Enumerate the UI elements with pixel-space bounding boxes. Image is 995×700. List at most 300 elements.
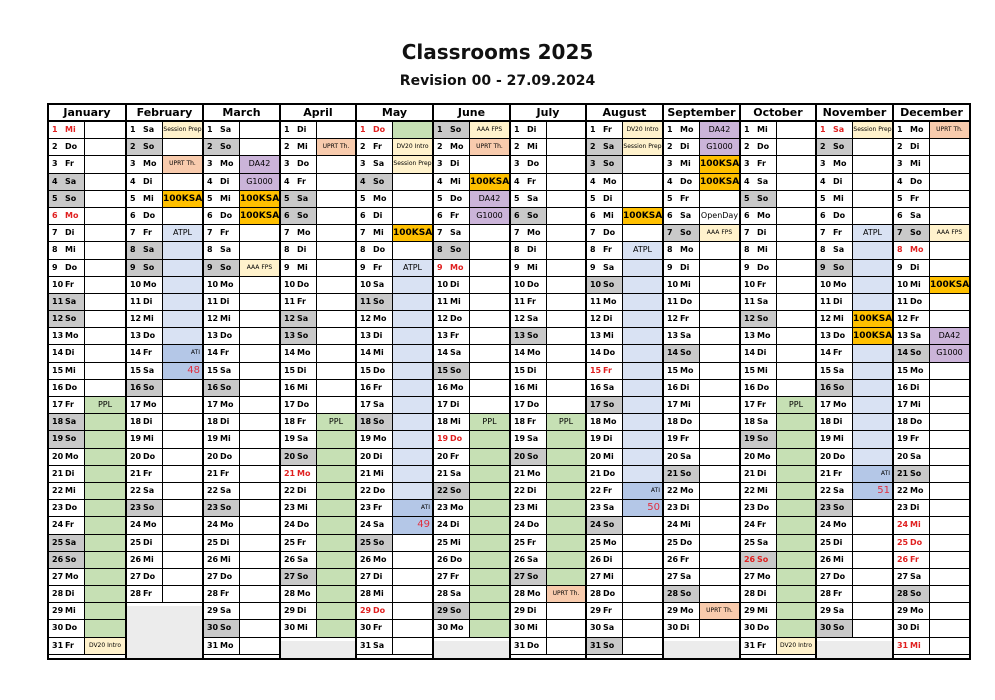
day-row[interactable] [894,483,969,500]
day-row[interactable] [587,500,662,517]
day-row[interactable] [817,277,892,294]
day-row[interactable] [511,535,585,552]
event-cell[interactable] [700,260,739,276]
day-row[interactable] [741,345,815,362]
day-row[interactable] [357,620,432,637]
day-row[interactable] [127,208,202,225]
event-cell[interactable] [470,242,509,258]
day-row[interactable] [587,638,662,655]
day-row[interactable] [434,345,509,362]
event-cell[interactable]: 100KSA [853,311,892,327]
day-row[interactable] [281,311,355,328]
day-row[interactable] [817,535,892,552]
event-cell[interactable] [85,174,125,190]
event-cell[interactable]: ATI [853,466,892,482]
event-cell[interactable] [547,535,585,551]
day-row[interactable] [741,277,815,294]
event-cell[interactable] [547,260,585,276]
day-row[interactable] [894,586,969,603]
day-row[interactable] [281,208,355,225]
day-row[interactable] [894,517,969,534]
event-cell[interactable] [240,620,279,636]
event-cell[interactable]: PPL [777,397,815,413]
day-row[interactable] [817,363,892,380]
day-row[interactable] [664,500,739,517]
event-cell[interactable] [85,363,125,379]
event-cell[interactable] [853,380,892,396]
event-cell[interactable]: Session Prep [853,122,892,138]
day-row[interactable] [281,586,355,603]
day-row[interactable] [127,311,202,328]
event-cell[interactable] [470,345,509,361]
event-cell[interactable] [777,311,815,327]
event-cell[interactable]: DA42 [470,191,509,207]
day-row[interactable] [664,345,739,362]
event-cell[interactable] [777,500,815,516]
day-row[interactable] [204,208,279,225]
day-row[interactable] [204,139,279,156]
day-row[interactable] [817,174,892,191]
event-cell[interactable] [85,414,125,430]
day-row[interactable] [281,535,355,552]
day-row[interactable] [741,191,815,208]
day-row[interactable] [434,294,509,311]
day-row[interactable] [357,242,432,259]
event-cell[interactable] [777,380,815,396]
day-row[interactable] [434,242,509,259]
day-row[interactable] [894,449,969,466]
event-cell[interactable] [777,517,815,533]
day-row[interactable] [894,345,969,362]
event-cell[interactable] [85,620,125,636]
day-row[interactable] [894,122,969,139]
event-cell[interactable] [700,294,739,310]
day-row[interactable] [511,569,585,586]
event-cell[interactable] [393,638,432,654]
event-cell[interactable]: 49 [393,517,432,533]
day-row[interactable] [204,156,279,173]
day-row[interactable] [127,242,202,259]
day-row[interactable] [357,586,432,603]
event-cell[interactable]: AAA FPS [470,122,509,138]
day-row[interactable] [894,397,969,414]
day-row[interactable] [127,569,202,586]
event-cell[interactable] [853,277,892,293]
event-cell[interactable] [930,260,969,276]
day-row[interactable] [587,242,662,259]
event-cell[interactable] [470,449,509,465]
day-row[interactable] [894,174,969,191]
event-cell[interactable] [470,586,509,602]
event-cell[interactable] [85,139,125,155]
event-cell[interactable] [777,363,815,379]
event-cell[interactable] [85,242,125,258]
day-row[interactable] [357,500,432,517]
event-cell[interactable] [163,174,202,190]
day-row[interactable] [587,414,662,431]
event-cell[interactable] [163,500,202,516]
event-cell[interactable] [853,535,892,551]
day-row[interactable] [587,483,662,500]
day-row[interactable] [741,208,815,225]
day-row[interactable] [204,328,279,345]
event-cell[interactable] [547,483,585,499]
event-cell[interactable] [547,552,585,568]
event-cell[interactable] [240,638,279,654]
event-cell[interactable] [85,225,125,241]
day-row[interactable] [127,139,202,156]
day-row[interactable] [587,397,662,414]
day-row[interactable] [49,156,125,173]
day-row[interactable] [204,311,279,328]
day-row[interactable] [587,517,662,534]
event-cell[interactable] [700,242,739,258]
day-row[interactable] [434,311,509,328]
event-cell[interactable]: 100KSA [700,174,739,190]
event-cell[interactable] [470,500,509,516]
event-cell[interactable] [547,294,585,310]
event-cell[interactable] [777,449,815,465]
event-cell[interactable] [317,552,355,568]
event-cell[interactable] [700,620,739,636]
day-row[interactable] [204,174,279,191]
day-row[interactable] [204,122,279,139]
event-cell[interactable] [853,586,892,602]
day-row[interactable] [664,431,739,448]
day-row[interactable] [587,363,662,380]
event-cell[interactable] [317,156,355,172]
day-row[interactable] [49,328,125,345]
day-row[interactable] [741,328,815,345]
day-row[interactable] [587,156,662,173]
day-row[interactable] [127,397,202,414]
day-row[interactable] [357,277,432,294]
day-row[interactable] [281,191,355,208]
event-cell[interactable] [700,380,739,396]
event-cell[interactable] [777,208,815,224]
event-cell[interactable] [317,260,355,276]
event-cell[interactable]: UPRT Th. [930,122,969,138]
event-cell[interactable] [163,414,202,430]
event-cell[interactable] [317,483,355,499]
event-cell[interactable]: 100KSA [853,328,892,344]
day-row[interactable] [281,569,355,586]
event-cell[interactable]: 100KSA [393,225,432,241]
day-row[interactable] [49,277,125,294]
day-row[interactable] [741,156,815,173]
event-cell[interactable] [317,620,355,636]
event-cell[interactable] [623,380,662,396]
day-row[interactable] [587,328,662,345]
event-cell[interactable]: Session Prep [393,156,432,172]
event-cell[interactable] [853,156,892,172]
event-cell[interactable] [853,603,892,619]
day-row[interactable] [741,414,815,431]
day-row[interactable] [741,638,815,655]
day-row[interactable] [434,483,509,500]
day-row[interactable] [817,380,892,397]
day-row[interactable] [664,586,739,603]
event-cell[interactable] [317,277,355,293]
day-row[interactable] [741,552,815,569]
event-cell[interactable]: DA42 [700,122,739,138]
event-cell[interactable] [777,277,815,293]
day-row[interactable] [204,225,279,242]
event-cell[interactable] [393,620,432,636]
day-row[interactable] [281,139,355,156]
day-row[interactable] [434,466,509,483]
event-cell[interactable] [85,345,125,361]
event-cell[interactable]: ATI [623,483,662,499]
day-row[interactable] [357,431,432,448]
event-cell[interactable]: G1000 [700,139,739,155]
event-cell[interactable]: 100KSA [930,277,969,293]
event-cell[interactable] [700,552,739,568]
day-row[interactable] [357,535,432,552]
day-row[interactable] [434,156,509,173]
event-cell[interactable]: UPRT Th. [317,139,355,155]
day-row[interactable] [511,603,585,620]
day-row[interactable] [204,414,279,431]
event-cell[interactable] [85,191,125,207]
event-cell[interactable] [393,466,432,482]
event-cell[interactable] [547,569,585,585]
day-row[interactable] [587,174,662,191]
day-row[interactable] [127,414,202,431]
day-row[interactable] [434,586,509,603]
event-cell[interactable] [317,208,355,224]
event-cell[interactable]: PPL [470,414,509,430]
event-cell[interactable] [393,311,432,327]
day-row[interactable] [357,466,432,483]
day-row[interactable] [127,552,202,569]
event-cell[interactable]: ATI [163,345,202,361]
day-row[interactable] [357,156,432,173]
day-row[interactable] [741,139,815,156]
day-row[interactable] [894,552,969,569]
day-row[interactable] [357,260,432,277]
day-row[interactable] [817,414,892,431]
event-cell[interactable] [240,294,279,310]
day-row[interactable] [511,294,585,311]
day-row[interactable] [281,517,355,534]
event-cell[interactable] [317,311,355,327]
event-cell[interactable] [623,311,662,327]
event-cell[interactable] [853,552,892,568]
event-cell[interactable] [393,363,432,379]
day-row[interactable] [817,449,892,466]
day-row[interactable] [587,431,662,448]
day-row[interactable] [357,603,432,620]
event-cell[interactable] [777,466,815,482]
event-cell[interactable] [163,277,202,293]
day-row[interactable] [741,586,815,603]
event-cell[interactable] [240,483,279,499]
day-row[interactable] [817,466,892,483]
day-row[interactable] [664,620,739,637]
day-row[interactable] [817,225,892,242]
event-cell[interactable] [470,363,509,379]
event-cell[interactable] [623,191,662,207]
event-cell[interactable] [777,431,815,447]
day-row[interactable] [741,294,815,311]
event-cell[interactable] [930,242,969,258]
day-row[interactable] [511,552,585,569]
event-cell[interactable] [163,328,202,344]
day-row[interactable] [664,569,739,586]
day-row[interactable] [281,225,355,242]
day-row[interactable] [49,225,125,242]
event-cell[interactable] [930,569,969,585]
day-row[interactable] [127,466,202,483]
event-cell[interactable] [317,242,355,258]
day-row[interactable] [894,225,969,242]
event-cell[interactable] [85,277,125,293]
event-cell[interactable] [317,500,355,516]
day-row[interactable] [49,431,125,448]
day-row[interactable] [204,535,279,552]
event-cell[interactable] [85,311,125,327]
event-cell[interactable] [240,328,279,344]
event-cell[interactable] [853,431,892,447]
day-row[interactable] [127,277,202,294]
day-row[interactable] [511,242,585,259]
day-row[interactable] [49,638,125,655]
event-cell[interactable]: DV20 Intro [623,122,662,138]
day-row[interactable] [511,174,585,191]
event-cell[interactable] [547,363,585,379]
event-cell[interactable] [470,397,509,413]
day-row[interactable] [204,603,279,620]
day-row[interactable] [894,328,969,345]
day-row[interactable] [511,638,585,655]
day-row[interactable] [204,552,279,569]
event-cell[interactable] [317,569,355,585]
event-cell[interactable] [317,363,355,379]
event-cell[interactable] [547,225,585,241]
day-row[interactable] [49,363,125,380]
day-row[interactable] [434,552,509,569]
event-cell[interactable] [547,345,585,361]
event-cell[interactable] [393,603,432,619]
day-row[interactable] [587,311,662,328]
event-cell[interactable] [240,500,279,516]
day-row[interactable] [357,449,432,466]
event-cell[interactable] [163,483,202,499]
day-row[interactable] [204,260,279,277]
day-row[interactable] [204,397,279,414]
day-row[interactable] [817,569,892,586]
event-cell[interactable] [163,431,202,447]
event-cell[interactable] [317,466,355,482]
day-row[interactable] [49,139,125,156]
day-row[interactable] [281,620,355,637]
day-row[interactable] [511,345,585,362]
event-cell[interactable] [240,449,279,465]
event-cell[interactable] [700,311,739,327]
event-cell[interactable] [163,397,202,413]
event-cell[interactable] [470,535,509,551]
event-cell[interactable] [930,191,969,207]
event-cell[interactable] [85,535,125,551]
event-cell[interactable] [470,225,509,241]
event-cell[interactable] [700,191,739,207]
event-cell[interactable] [930,535,969,551]
day-row[interactable] [281,277,355,294]
day-row[interactable] [49,208,125,225]
event-cell[interactable] [623,156,662,172]
event-cell[interactable] [393,174,432,190]
event-cell[interactable] [470,380,509,396]
day-row[interactable] [281,483,355,500]
event-cell[interactable] [547,174,585,190]
event-cell[interactable] [163,294,202,310]
event-cell[interactable] [85,586,125,602]
event-cell[interactable] [317,380,355,396]
event-cell[interactable] [240,414,279,430]
event-cell[interactable] [547,156,585,172]
event-cell[interactable] [853,500,892,516]
day-row[interactable] [741,122,815,139]
event-cell[interactable] [393,208,432,224]
event-cell[interactable] [393,345,432,361]
day-row[interactable] [894,260,969,277]
day-row[interactable] [664,139,739,156]
day-row[interactable] [204,586,279,603]
day-row[interactable] [281,449,355,466]
day-row[interactable] [587,191,662,208]
event-cell[interactable] [930,397,969,413]
day-row[interactable] [434,191,509,208]
event-cell[interactable]: ATI [393,500,432,516]
event-cell[interactable]: AAA FPS [240,260,279,276]
day-row[interactable] [894,535,969,552]
event-cell[interactable]: DA42 [240,156,279,172]
event-cell[interactable] [623,569,662,585]
day-row[interactable] [204,500,279,517]
day-row[interactable] [894,363,969,380]
day-row[interactable] [511,225,585,242]
day-row[interactable] [587,603,662,620]
day-row[interactable] [281,242,355,259]
day-row[interactable] [587,122,662,139]
event-cell[interactable]: DV20 Intro [85,638,125,654]
event-cell[interactable]: 48 [163,363,202,379]
day-row[interactable] [817,328,892,345]
day-row[interactable] [49,449,125,466]
event-cell[interactable] [547,638,585,654]
event-cell[interactable] [547,277,585,293]
day-row[interactable] [664,294,739,311]
day-row[interactable] [357,517,432,534]
event-cell[interactable] [240,380,279,396]
day-row[interactable] [817,311,892,328]
day-row[interactable] [894,620,969,637]
event-cell[interactable] [623,294,662,310]
event-cell[interactable]: AAA FPS [700,225,739,241]
event-cell[interactable] [623,328,662,344]
event-cell[interactable] [623,397,662,413]
day-row[interactable] [817,191,892,208]
event-cell[interactable] [930,603,969,619]
event-cell[interactable] [777,586,815,602]
day-row[interactable] [434,380,509,397]
event-cell[interactable] [163,552,202,568]
event-cell[interactable] [317,586,355,602]
event-cell[interactable] [777,483,815,499]
day-row[interactable] [204,517,279,534]
event-cell[interactable] [393,328,432,344]
